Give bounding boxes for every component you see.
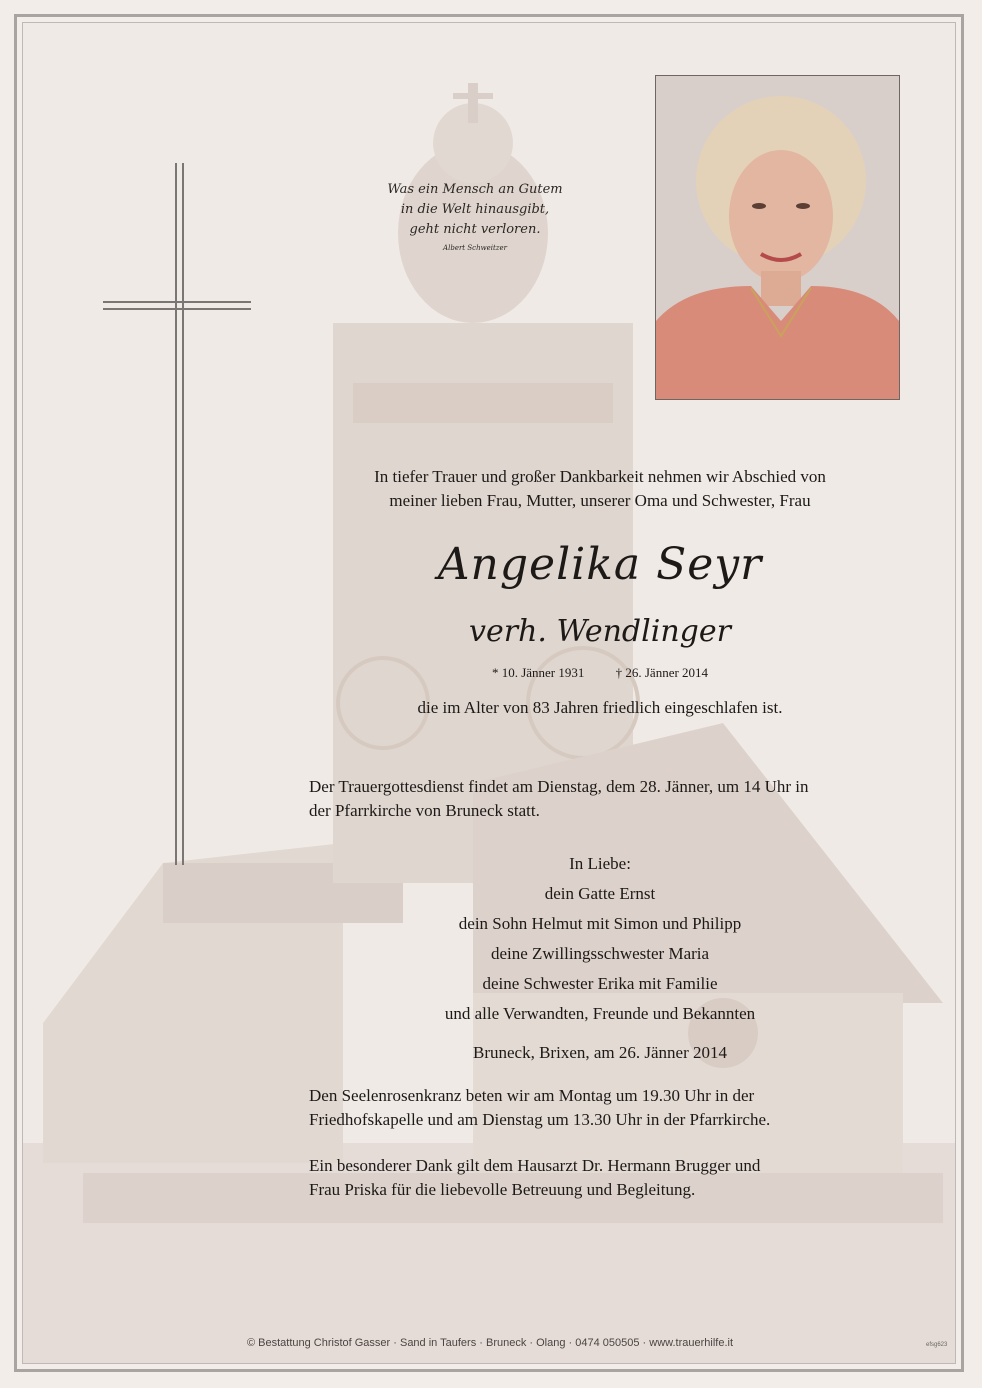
quote-block [380,180,570,254]
death-date: † 26. Jänner 2014 [615,665,709,680]
service-line: Der Trauergottesdienst findet am Dienstag, dem 28. Jänner, um 14 Uhr in [309,777,809,796]
thanks-text [309,1154,929,1202]
family-member: dein Sohn Helmut mit Simon und Philipp [458,914,742,933]
family-member: dein Gatte Ernst [544,884,656,903]
married-name: verh. Wendlinger [469,614,731,649]
family-member: und alle Verwandten, Freunde und Bekannten [444,1004,756,1023]
age-line: die im Alter von 83 Jahren friedlich eingeschlafen ist. [417,698,783,717]
thanks-line: Ein besonderer Dank gilt dem Hausarzt Dr. Hermann Brugger und [309,1156,761,1175]
rosary-line: Den Seelenrosenkranz beten wir am Montag um 19.30 Uhr in der [309,1086,755,1105]
intro-line: meiner lieben Frau, Mutter, unserer Oma und Schwester, Frau [389,491,811,510]
intro-line: In tiefer Trauer und großer Dankbarkeit nehmen wir Abschied von [374,467,826,486]
quote-line: in die Welt hinausgibt, [400,202,550,217]
template-code: efsg623 [926,1342,948,1348]
deceased-name: Angelika Seyr [437,539,763,590]
family-list [300,849,900,1029]
family-heading: In Liebe: [569,854,631,873]
thanks-line: Frau Priska für die liebevolle Betreuung und Begleitung. [309,1180,696,1199]
birth-date: * 10. Jänner 1931 [491,665,585,680]
funeral-service-text [309,775,929,823]
place-date: Bruneck, Brixen, am 26. Jänner 2014 [473,1043,727,1062]
rosary-text [309,1084,929,1132]
footer-credit: © Bestattung Christof Gasser · Sand in Taufers · Bruneck · Olang · 0474 050505 · www.trauerhilfe.it [246,1337,734,1349]
rosary-line: Friedhofskapelle und am Dienstag um 13.30 Uhr in der Pfarrkirche. [309,1110,771,1129]
intro-text [300,465,900,513]
quote-line: Was ein Mensch an Gutem [387,182,563,197]
family-member: deine Zwillingsschwester Maria [490,944,710,963]
quote-line: geht nicht verloren. [409,222,541,237]
life-dates [300,664,900,682]
quote-author: Albert Schweitzer [443,244,507,252]
portrait-photo [655,75,900,400]
family-member: deine Schwester Erika mit Familie [482,974,718,993]
service-line: der Pfarrkirche von Bruneck statt. [309,801,540,820]
